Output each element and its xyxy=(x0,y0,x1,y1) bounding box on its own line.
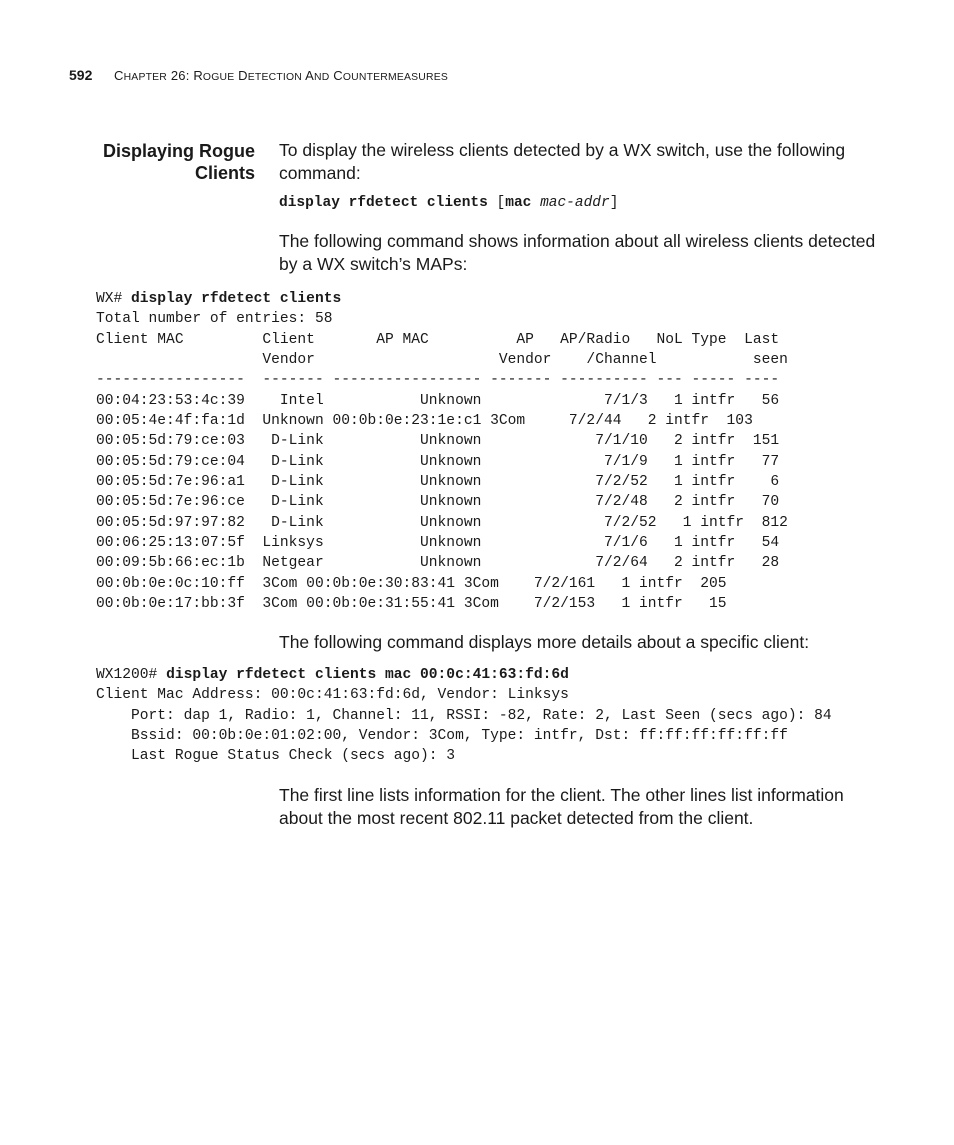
example1-command: display rfdetect clients xyxy=(131,291,342,307)
syntax-close-bracket: ] xyxy=(609,195,619,211)
example2-intro-paragraph: The following command displays more details about a specific client: xyxy=(279,632,810,652)
example2-prompt: WX1200# xyxy=(96,667,167,683)
section-heading-line1: Displaying Rogue xyxy=(102,141,255,161)
syntax-keyword: mac xyxy=(505,195,532,211)
example1-output: Total number of entries: 58 Client MAC Client AP MAC AP AP/Radio NoL Type Last Vendor Vendor /Channel seen ----------------- ------- ----------------- ------- ---------- --- ----- ---- 00:04:23:53:4c:39 Intel Unknown 7/1/3 1 intfr 56 00:05:4e:4f:fa:1d Unknown 00:0b:0e:23:1e:c1 3Com 7/2/44 2 intfr 103 00:05:5d:79:ce:03 D-Link Unknown 7/1/10 2 intfr 151 00:05:5d:79:ce:04 D-Link Unknown 7/1/9 1 intfr 77 00:05:5d:7e:96:a1 D-Link Unknown 7/2/52 1 intfr 6 00:05:5d:7e:96:ce D-Link Unknown 7/2/48 2 intfr 70 00:05:5d:97:97:82 D-Link Unknown 7/2/52 1 intfr 812 00:06:25:13:07:5f Linksys Unknown 7/1/6 1 intfr 54 00:09:5b:66:ec:1b Netgear Unknown 7/2/64 2 intfr 28 00:0b:0e:0c:10:ff 3Com 00:0b:0e:30:83:41 3Com 7/2/161 1 intfr 205 00:0b:0e:17:bb:3f 3Com 00:0b:0e:31:55:41 3Com 7/2/153 1 intfr 15 xyxy=(96,311,788,613)
example1-intro-paragraph: The following command shows information about all wireless clients detected by a WX switch’s MAPs: xyxy=(279,231,876,274)
section-heading xyxy=(60,140,255,184)
section-heading-line2: Clients xyxy=(194,163,255,183)
example1-code-block xyxy=(96,289,788,615)
syntax-command: display rfdetect clients xyxy=(279,195,488,211)
running-head xyxy=(69,67,448,83)
syntax-argument: mac-addr xyxy=(540,195,610,211)
example1-prompt: WX# xyxy=(96,291,132,307)
example2-command: display rfdetect clients mac 00:0c:41:63:fd:6d xyxy=(166,667,569,683)
example2-output: Client Mac Address: 00:0c:41:63:fd:6d, Vendor: Linksys Port: dap 1, Radio: 1, Channel: 11, RSSI: -82, Rate: 2, Last Seen (secs ago): 84 Bssid: 00:0b:0e:01:02:00, Vendor: 3Com, Type: intfr, Dst: ff:ff:ff:ff:ff:ff Last Rogue Status Check (secs ago): 3 xyxy=(96,687,832,765)
syntax-open-bracket: [ xyxy=(496,195,506,211)
intro-paragraph: To display the wireless clients detected by a WX switch, use the following command: xyxy=(279,140,846,183)
example2-code-block xyxy=(96,665,832,767)
chapter-title: CHAPTER 26: ROGUE DETECTION AND COUNTERMEASURES xyxy=(113,68,448,83)
command-syntax xyxy=(279,195,618,211)
page-number: 592 xyxy=(69,67,93,83)
closing-paragraph: The first line lists information for the client. The other lines list information about the most recent 802.11 packet detected from the client. xyxy=(279,785,844,828)
